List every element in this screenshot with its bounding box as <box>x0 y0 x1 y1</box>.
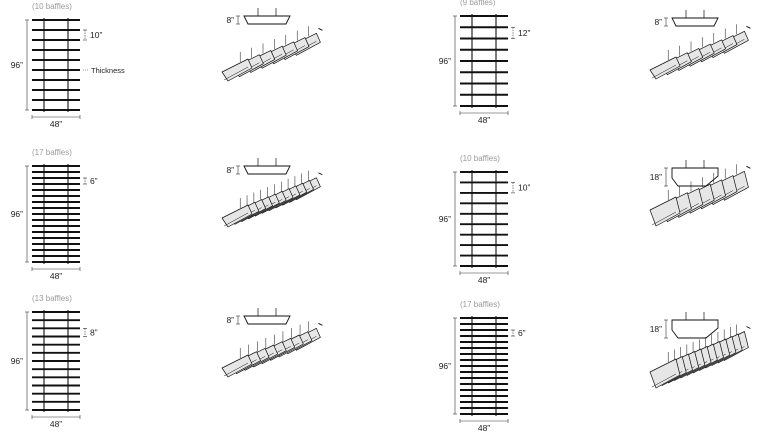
baffle-profile-shape <box>672 320 718 338</box>
baffle-option-panel <box>439 154 751 285</box>
height-label: 96” <box>438 56 451 66</box>
profile-depth-label: 18” <box>649 172 662 182</box>
baffle-count-label: (17 baffles) <box>460 300 500 309</box>
plan-view <box>460 14 508 108</box>
isometric-view <box>222 26 322 81</box>
height-label: 96” <box>10 209 23 219</box>
baffle-option-panel <box>11 294 323 429</box>
baffle-count-label: (13 baffles) <box>32 294 72 303</box>
height-label: 96” <box>438 214 451 224</box>
profile-view <box>226 158 290 175</box>
plan-view <box>32 310 80 412</box>
baffle-profile-shape <box>672 18 718 26</box>
height-label: 96” <box>438 361 451 371</box>
isometric-view <box>222 321 322 377</box>
profile-view <box>654 10 718 27</box>
baffle-option-panel <box>11 2 323 129</box>
baffle-count-label: (17 baffles) <box>32 148 72 157</box>
iso-hanger-mark <box>746 327 750 329</box>
profile-view <box>226 308 290 325</box>
baffle-count-label: (10 baffles) <box>460 154 500 163</box>
baffle-profile-shape <box>672 168 718 186</box>
width-label: 48” <box>477 275 491 285</box>
spacing-label: 10” <box>518 182 531 193</box>
width-label: 48” <box>49 119 63 129</box>
baffle-option-panel <box>439 0 751 125</box>
profile-depth-label: 18” <box>649 324 662 334</box>
height-label: 96” <box>10 356 23 366</box>
iso-hanger-mark <box>746 166 750 168</box>
width-label: 48” <box>49 271 63 281</box>
iso-hanger-mark <box>318 323 322 325</box>
height-label: 96” <box>10 60 23 70</box>
spacing-label: 12” <box>518 27 531 38</box>
spacing-label: 8” <box>90 327 98 338</box>
iso-baffle <box>222 59 252 81</box>
isometric-view <box>222 171 322 227</box>
plan-view <box>32 164 80 264</box>
profile-view <box>650 160 718 186</box>
baffle-profile-shape <box>244 16 290 24</box>
plan-view <box>460 316 508 416</box>
baffle-option-panel <box>11 148 323 281</box>
thickness-label: Thickness <box>91 66 125 75</box>
width-label: 48” <box>477 423 491 433</box>
plan-view <box>32 18 80 112</box>
profile-depth-label: 8” <box>226 315 234 325</box>
iso-baffle <box>650 57 680 79</box>
width-label: 48” <box>477 115 491 125</box>
profile-depth-label: 8” <box>226 15 234 25</box>
isometric-view <box>650 24 750 79</box>
profile-depth-label: 8” <box>226 165 234 175</box>
baffle-option-panel <box>439 300 751 433</box>
profile-view <box>650 312 718 338</box>
spacing-label: 6” <box>518 328 526 338</box>
plan-view <box>460 170 508 268</box>
baffle-profile-shape <box>244 166 290 174</box>
baffle-count-label: (10 baffles) <box>32 2 72 11</box>
baffle-profile-shape <box>244 316 290 324</box>
iso-baffle <box>650 197 680 226</box>
spacing-label: 6” <box>90 176 98 186</box>
baffle-count-label: (9 baffles) <box>460 0 496 7</box>
profile-view <box>226 8 290 25</box>
iso-hanger-mark <box>318 173 322 175</box>
iso-hanger-mark <box>318 28 322 30</box>
iso-baffle <box>222 205 252 227</box>
iso-hanger-mark <box>746 26 750 28</box>
width-label: 48” <box>49 419 63 429</box>
spacing-label: 10” <box>90 30 103 40</box>
profile-depth-label: 8” <box>654 17 662 27</box>
